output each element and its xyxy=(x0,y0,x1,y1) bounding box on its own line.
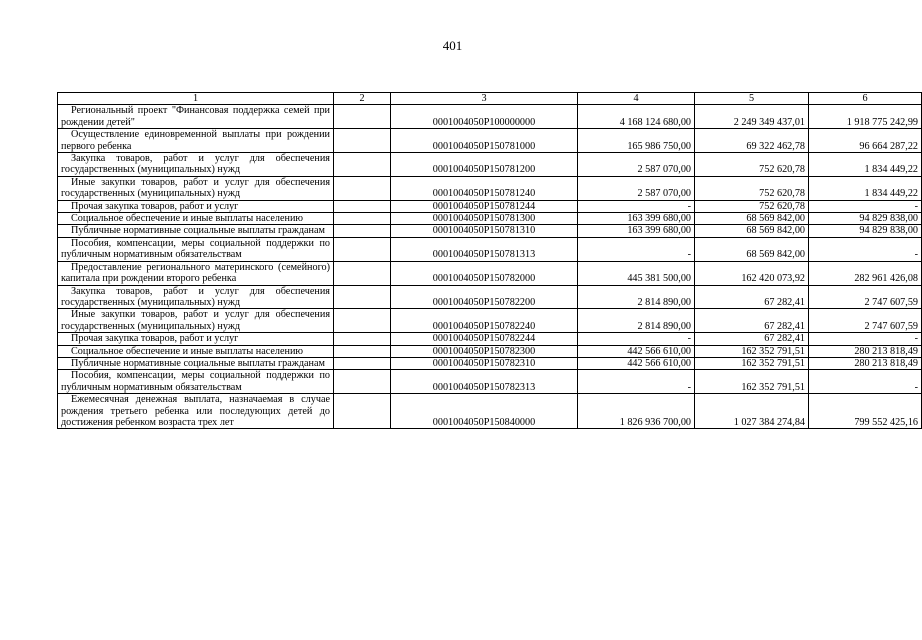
row-value-col6: 1 834 449,22 xyxy=(809,176,922,200)
row-name-cell xyxy=(58,345,334,357)
row-name-cell xyxy=(58,153,334,177)
row-name-text: Иные закупки товаров, работ и услуг для обеспечения государственных (муниципальных) нужд xyxy=(61,309,330,332)
table-row xyxy=(58,394,922,429)
row-col2-cell xyxy=(334,345,391,357)
row-code-cell: 0001004050P150782244 xyxy=(391,333,578,345)
row-value-col4: 442 566 610,00 xyxy=(578,345,695,357)
row-value-col4: - xyxy=(578,333,695,345)
row-code-cell: 0001004050P150840000 xyxy=(391,394,578,429)
row-name-cell xyxy=(58,200,334,212)
row-value-col5: 67 282,41 xyxy=(695,309,809,333)
row-value-col5: 1 027 384 274,84 xyxy=(695,394,809,429)
row-col2-cell xyxy=(334,176,391,200)
row-name-text: Социальное обеспечение и иные выплаты населению xyxy=(71,345,304,357)
row-value-col5: 2 249 349 437,01 xyxy=(695,105,809,129)
row-value-col4: 163 399 680,00 xyxy=(578,225,695,237)
row-name-text: Ежемесячная денежная выплата, назначаемая в случае рождения третьего ребенка или последующих детей до достижения ребенком возраста трех лет xyxy=(61,394,330,428)
row-value-col5: 162 420 073,92 xyxy=(695,261,809,285)
row-col2-cell xyxy=(334,200,391,212)
row-code-cell: 0001004050P150781240 xyxy=(391,176,578,200)
row-col2-cell xyxy=(334,237,391,261)
row-value-col6: 1 834 449,22 xyxy=(809,153,922,177)
row-value-col4: 165 986 750,00 xyxy=(578,129,695,153)
row-code-cell: 0001004050P150782313 xyxy=(391,370,578,394)
row-value-col5: 68 569 842,00 xyxy=(695,213,809,225)
row-value-col6: - xyxy=(809,333,922,345)
row-name-cell xyxy=(58,213,334,225)
row-value-col5: 68 569 842,00 xyxy=(695,237,809,261)
row-value-col4: 2 587 070,00 xyxy=(578,153,695,177)
header-col-4: 4 xyxy=(578,93,695,105)
row-col2-cell xyxy=(334,261,391,285)
row-name-cell xyxy=(58,237,334,261)
row-value-col5: 162 352 791,51 xyxy=(695,357,809,369)
row-value-col6: 94 829 838,00 xyxy=(809,213,922,225)
row-col2-cell xyxy=(334,153,391,177)
row-value-col4: - xyxy=(578,237,695,261)
row-value-col5: 68 569 842,00 xyxy=(695,225,809,237)
row-name-text: Закупка товаров, работ и услуг для обеспечения государственных (муниципальных) нужд xyxy=(61,153,330,176)
row-col2-cell xyxy=(334,285,391,309)
row-value-col6: 2 747 607,59 xyxy=(809,285,922,309)
header-col-6: 6 xyxy=(809,93,922,105)
row-code-cell: 0001004050P150781313 xyxy=(391,237,578,261)
page-number: 401 xyxy=(442,38,463,53)
table-row xyxy=(58,237,922,261)
row-value-col5: 752 620,78 xyxy=(695,176,809,200)
row-value-col4: - xyxy=(578,370,695,394)
row-value-col6: 2 747 607,59 xyxy=(809,309,922,333)
table-row xyxy=(58,309,922,333)
row-name-text: Прочая закупка товаров, работ и услуг xyxy=(71,333,239,345)
row-code-cell: 0001004050P150781200 xyxy=(391,153,578,177)
row-code-cell: 0001004050P100000000 xyxy=(391,105,578,129)
row-value-col4: 2 814 890,00 xyxy=(578,285,695,309)
table-row xyxy=(58,333,922,345)
row-col2-cell xyxy=(334,105,391,129)
row-name-cell xyxy=(58,261,334,285)
row-col2-cell xyxy=(334,225,391,237)
table-row xyxy=(58,370,922,394)
row-name-text: Предоставление регионального материнского (семейного) капитала при рождении второго ребенка xyxy=(61,261,330,285)
row-name-cell xyxy=(58,357,334,369)
row-name-text: Пособия, компенсации, меры социальной поддержки по публичным нормативным обязательствам xyxy=(61,237,330,261)
row-value-col6: 280 213 818,49 xyxy=(809,357,922,369)
row-col2-cell xyxy=(334,394,391,429)
row-col2-cell xyxy=(334,333,391,345)
row-code-cell: 0001004050P150782310 xyxy=(391,357,578,369)
row-name-text: Региональный проект "Финансовая поддержка семей при рождении детей" xyxy=(61,105,330,128)
row-value-col5: 69 322 462,78 xyxy=(695,129,809,153)
table-row xyxy=(58,345,922,357)
header-col-2: 2 xyxy=(334,93,391,105)
row-value-col4: 163 399 680,00 xyxy=(578,213,695,225)
row-value-col4: 442 566 610,00 xyxy=(578,357,695,369)
row-code-cell: 0001004050P150781244 xyxy=(391,200,578,212)
row-value-col6: 1 918 775 242,99 xyxy=(809,105,922,129)
row-code-cell: 0001004050P150782300 xyxy=(391,345,578,357)
table-row xyxy=(58,153,922,177)
row-name-text: Социальное обеспечение и иные выплаты населению xyxy=(71,213,304,225)
row-value-col4: 4 168 124 680,00 xyxy=(578,105,695,129)
row-value-col6: 96 664 287,22 xyxy=(809,129,922,153)
header-col-5: 5 xyxy=(695,93,809,105)
row-col2-cell xyxy=(334,309,391,333)
table-row xyxy=(58,213,922,225)
row-col2-cell xyxy=(334,357,391,369)
row-value-col6: - xyxy=(809,370,922,394)
row-name-cell xyxy=(58,285,334,309)
row-name-text: Пособия, компенсации, меры социальной поддержки по публичным нормативным обязательствам xyxy=(61,370,330,393)
row-code-cell: 0001004050P150781000 xyxy=(391,129,578,153)
row-value-col5: 162 352 791,51 xyxy=(695,345,809,357)
row-name-text: Публичные нормативные социальные выплаты гражданам xyxy=(71,357,325,369)
row-code-cell: 0001004050P150782240 xyxy=(391,309,578,333)
row-name-text: Иные закупки товаров, работ и услуг для обеспечения государственных (муниципальных) нужд xyxy=(61,176,330,200)
row-value-col4: 2 587 070,00 xyxy=(578,176,695,200)
table-row xyxy=(58,225,922,237)
row-name-text: Прочая закупка товаров, работ и услуг xyxy=(71,200,239,212)
table-row xyxy=(58,357,922,369)
row-name-text: Публичные нормативные социальные выплаты гражданам xyxy=(71,225,325,237)
row-value-col6: - xyxy=(809,237,922,261)
row-name-cell xyxy=(58,225,334,237)
row-name-cell xyxy=(58,105,334,129)
row-col2-cell xyxy=(334,129,391,153)
row-value-col6: - xyxy=(809,200,922,212)
row-code-cell: 0001004050P150781310 xyxy=(391,225,578,237)
row-col2-cell xyxy=(334,370,391,394)
header-row xyxy=(58,93,922,105)
header-col-3: 3 xyxy=(391,93,578,105)
row-value-col5: 752 620,78 xyxy=(695,153,809,177)
row-value-col4: 445 381 500,00 xyxy=(578,261,695,285)
row-name-cell xyxy=(58,370,334,394)
header-col-1: 1 xyxy=(58,93,334,105)
row-code-cell: 0001004050P150782200 xyxy=(391,285,578,309)
row-value-col4: 1 826 936 700,00 xyxy=(578,394,695,429)
row-name-cell xyxy=(58,176,334,200)
table-row xyxy=(58,129,922,153)
table-row xyxy=(58,176,922,200)
row-code-cell: 0001004050P150781300 xyxy=(391,213,578,225)
row-code-cell: 0001004050P150782000 xyxy=(391,261,578,285)
row-col2-cell xyxy=(334,213,391,225)
row-name-text: Осуществление единовременной выплаты при рождении первого ребенка xyxy=(61,129,330,152)
row-value-col4: - xyxy=(578,200,695,212)
table-row xyxy=(58,200,922,212)
row-value-col5: 752 620,78 xyxy=(695,200,809,212)
row-value-col5: 67 282,41 xyxy=(695,333,809,345)
row-value-col5: 67 282,41 xyxy=(695,285,809,309)
row-name-text: Закупка товаров, работ и услуг для обеспечения государственных (муниципальных) нужд xyxy=(61,285,330,308)
table-row xyxy=(58,105,922,129)
table-row xyxy=(58,261,922,285)
row-value-col6: 94 829 838,00 xyxy=(809,225,922,237)
row-value-col4: 2 814 890,00 xyxy=(578,309,695,333)
row-name-cell xyxy=(58,309,334,333)
table-row xyxy=(58,285,922,309)
row-name-cell xyxy=(58,394,334,429)
row-value-col5: 162 352 791,51 xyxy=(695,370,809,394)
row-value-col6: 799 552 425,16 xyxy=(809,394,922,429)
row-name-cell xyxy=(58,333,334,345)
row-value-col6: 280 213 818,49 xyxy=(809,345,922,357)
budget-table xyxy=(57,92,922,429)
row-value-col6: 282 961 426,08 xyxy=(809,261,922,285)
row-name-cell xyxy=(58,129,334,153)
